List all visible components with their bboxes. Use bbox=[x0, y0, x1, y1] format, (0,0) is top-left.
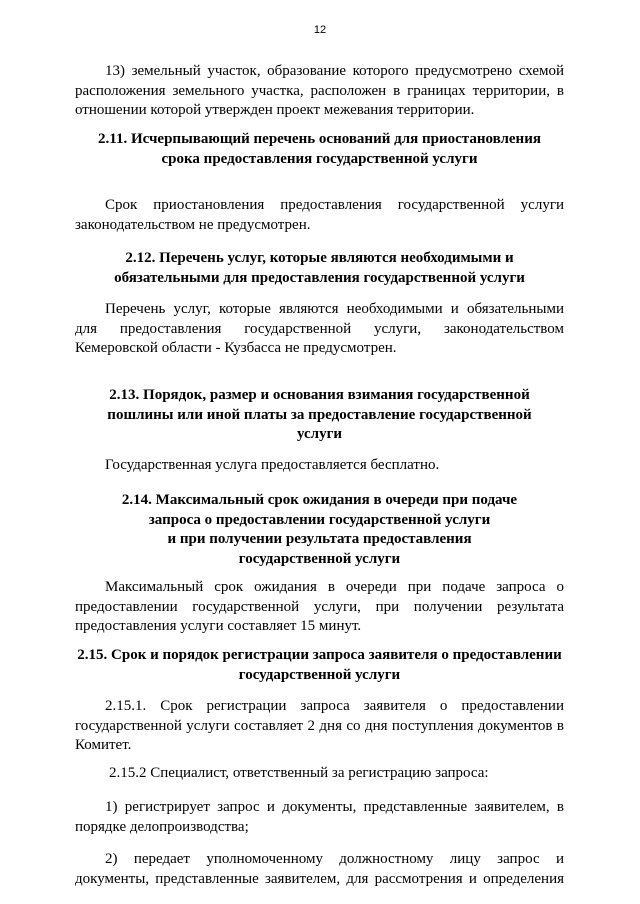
section-2-15-1-paragraph bbox=[75, 697, 564, 756]
text-line: для предоставления государственной услуги, законодательством bbox=[75, 320, 564, 337]
text-line: 2.15.2 Специалист, ответственный за регистрацию запроса: bbox=[109, 765, 489, 781]
text-line: Кемеровской области - Кузбасса не предусмотрен. bbox=[75, 340, 397, 356]
text-line: отношении которой утвержден проект межевания территории. bbox=[75, 102, 475, 118]
section-2-12-body bbox=[75, 300, 564, 359]
text-line: законодательством не предусмотрен. bbox=[75, 216, 311, 233]
text-line: Комитет. bbox=[75, 737, 132, 753]
heading-line: обязательными для предоставления государственной услуги bbox=[114, 269, 525, 286]
text-line: 1) регистрирует запрос и документы, представленные заявителем, в bbox=[105, 799, 564, 815]
heading-line: запроса о предоставлении государственной услуги bbox=[148, 511, 491, 528]
text-line: государственной услуги составляет 2 дня со дня поступления документов в bbox=[75, 717, 564, 734]
heading-line: и при получении результата предоставления bbox=[167, 531, 472, 547]
item-2-paragraph bbox=[75, 850, 564, 889]
heading-line: 2.14. Максимальный срок ожидания в очереди при подаче bbox=[121, 492, 518, 508]
text-line: предоставления услуги составляет 15 минут. bbox=[75, 618, 362, 634]
section-2-14-heading bbox=[75, 491, 564, 569]
item-13-paragraph bbox=[75, 62, 564, 121]
text-line: предоставлении государственной услуги, при получении результата bbox=[75, 598, 564, 615]
text-line: Максимальный срок ожидания в очереди при подаче запроса о bbox=[105, 579, 564, 595]
text-line: 2.15.1. Срок регистрации запроса заявителя о предоставлении bbox=[105, 698, 564, 714]
section-2-13-body bbox=[75, 456, 564, 476]
heading-line: 2.12. Перечень услуг, которые являются необходимыми и bbox=[125, 250, 514, 266]
heading-line: 2.11. Исчерпывающий перечень оснований для приостановления bbox=[98, 131, 541, 147]
text-line: Перечень услуг, которые являются необходимыми и обязательными bbox=[105, 301, 564, 317]
text-line: порядке делопроизводства; bbox=[75, 818, 249, 835]
section-2-15-2-paragraph bbox=[75, 764, 564, 784]
text-line: расположения земельного участка, расположен в границах территории, в bbox=[75, 82, 564, 99]
text-line: Срок приостановления предоставления государственной услуги bbox=[105, 197, 564, 213]
text-line: 2) передает уполномоченному должностному лицу запрос и bbox=[105, 851, 564, 867]
section-2-15-heading bbox=[75, 646, 564, 685]
text-line: документы, представленные заявителем, для рассмотрения и определения bbox=[75, 870, 564, 887]
section-2-14-body bbox=[75, 578, 564, 637]
page-number: 12 bbox=[313, 24, 327, 36]
item-1-paragraph bbox=[75, 798, 564, 837]
section-2-12-heading bbox=[75, 249, 564, 288]
text-line: 13) земельный участок, образование которого предусмотрено схемой bbox=[105, 63, 564, 79]
heading-line: 2.15. Срок и порядок регистрации запроса заявителя о предоставлении bbox=[77, 647, 562, 663]
section-2-13-heading bbox=[75, 386, 564, 445]
section-2-11-heading bbox=[75, 130, 564, 169]
heading-line: срока предоставления государственной услуги bbox=[161, 150, 478, 167]
heading-line: пошлины или иной платы за предоставление государственной bbox=[107, 406, 532, 423]
text-line: Государственная услуга предоставляется бесплатно. bbox=[105, 457, 440, 473]
heading-line: государственной услуги bbox=[238, 666, 401, 683]
heading-line: услуги bbox=[296, 426, 343, 442]
heading-line: государственной услуги bbox=[238, 550, 401, 567]
section-2-11-body bbox=[75, 196, 564, 235]
heading-line: 2.13. Порядок, размер и основания взимания государственной bbox=[109, 387, 530, 403]
